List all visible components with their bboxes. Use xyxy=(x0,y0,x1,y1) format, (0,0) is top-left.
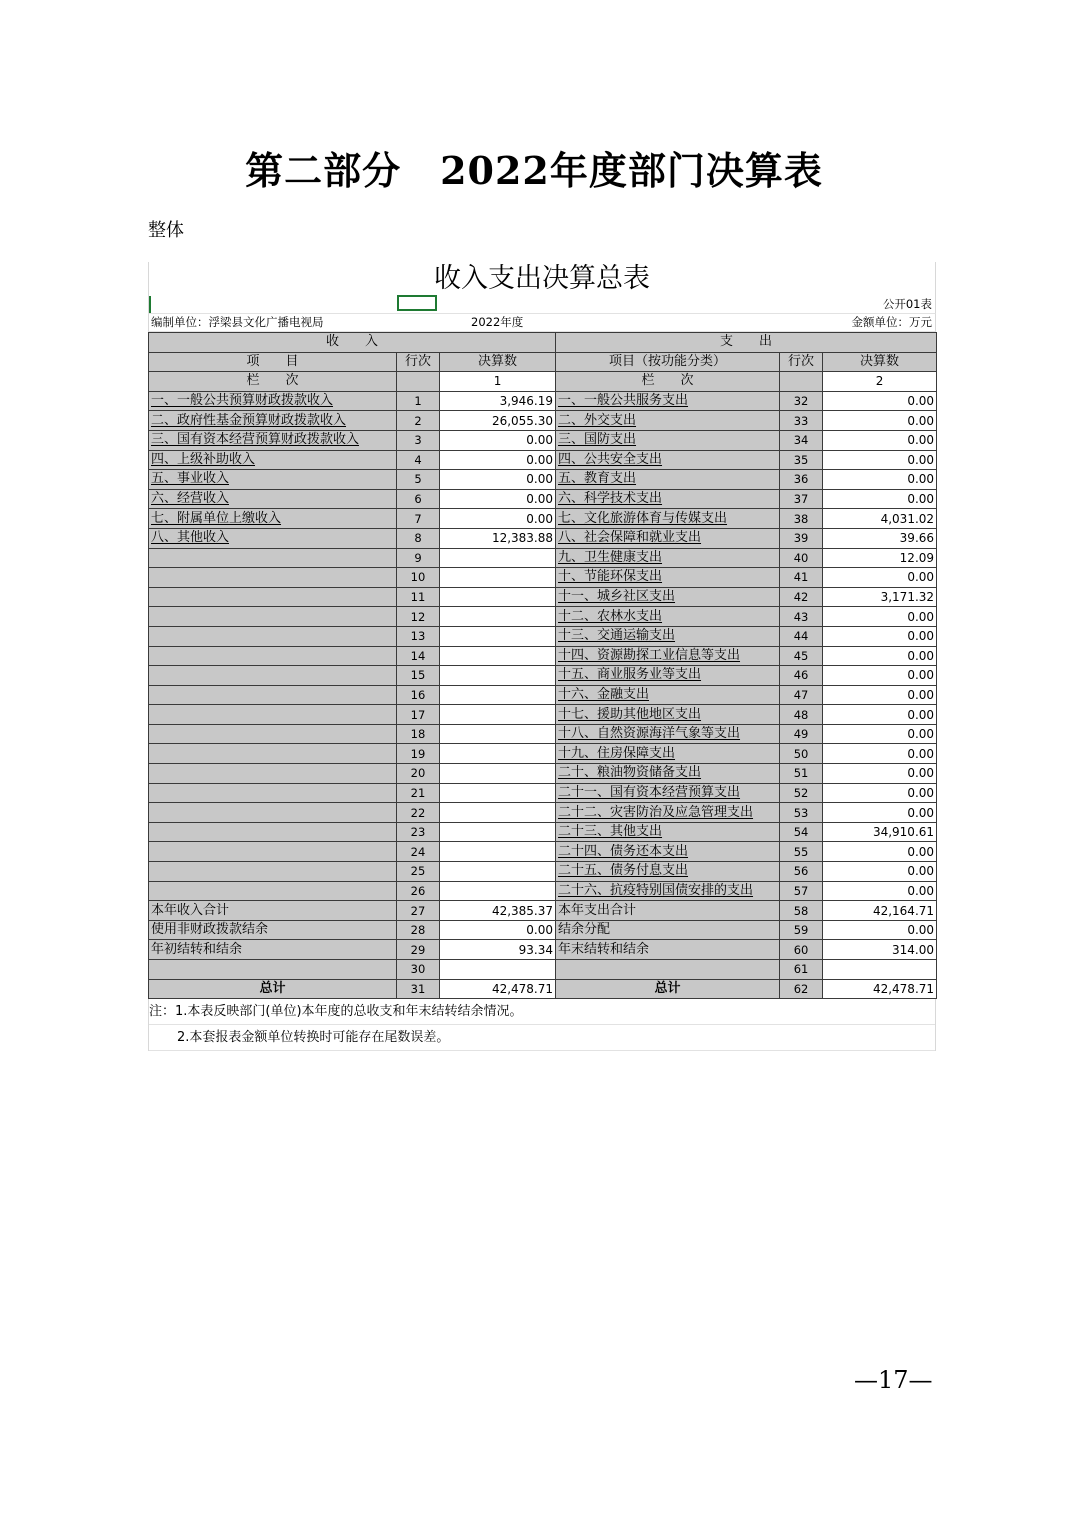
expense-line-no: 40 xyxy=(780,548,823,568)
expense-amount: 0.00 xyxy=(823,666,937,686)
summary-row xyxy=(149,901,937,921)
expense-item: 十九、住房保障支出 xyxy=(556,744,780,764)
income-item: 本年收入合计 xyxy=(149,901,397,921)
income-line-no: 3 xyxy=(397,430,440,450)
table-row xyxy=(149,822,937,842)
expense-line-no: 33 xyxy=(780,411,823,431)
expense-line-no: 60 xyxy=(780,940,823,960)
expense-amount: 0.00 xyxy=(823,724,937,744)
income-line-no: 28 xyxy=(397,920,440,940)
income-line-no: 16 xyxy=(397,685,440,705)
income-line-no: 4 xyxy=(397,450,440,470)
expense-amount: 4,031.02 xyxy=(823,509,937,529)
income-amount: 42,478.71 xyxy=(440,979,556,999)
table-row xyxy=(149,489,937,509)
expense-item: 五、教育支出 xyxy=(556,470,780,490)
section-label: 整体 xyxy=(148,220,184,241)
income-line-no: 18 xyxy=(397,724,440,744)
table-row xyxy=(149,764,937,784)
summary-row xyxy=(149,940,937,960)
table-row xyxy=(149,528,937,548)
expense-line-no: 32 xyxy=(780,391,823,411)
income-amount xyxy=(440,666,556,686)
income-line-no: 10 xyxy=(397,568,440,588)
table-row xyxy=(149,646,937,666)
expense-line-no: 54 xyxy=(780,822,823,842)
expense-amount: 0.00 xyxy=(823,607,937,627)
expense-line-no: 62 xyxy=(780,979,823,999)
table-row xyxy=(149,607,937,627)
report-year: 2022年度 xyxy=(471,315,524,329)
expense-amount: 314.00 xyxy=(823,940,937,960)
table-row xyxy=(149,548,937,568)
income-line-no: 11 xyxy=(397,587,440,607)
income-column-index: 1 xyxy=(440,372,556,392)
income-amount xyxy=(440,724,556,744)
income-item: 八、其他收入 xyxy=(149,528,397,548)
income-column-label: 栏 次 xyxy=(149,372,397,392)
form-number: 公开01表 xyxy=(882,297,932,311)
income-item xyxy=(149,881,397,901)
expense-item: 十一、城乡社区支出 xyxy=(556,587,780,607)
expense-line-no: 46 xyxy=(780,666,823,686)
table-row xyxy=(149,568,937,588)
expense-item xyxy=(556,960,780,980)
income-amount: 42,385.37 xyxy=(440,901,556,921)
expense-item: 九、卫生健康支出 xyxy=(556,548,780,568)
expense-item: 十四、资源勘探工业信息等支出 xyxy=(556,646,780,666)
expense-item: 六、科学技术支出 xyxy=(556,489,780,509)
expense-line-no: 45 xyxy=(780,646,823,666)
income-amount xyxy=(440,587,556,607)
expense-line-no: 42 xyxy=(780,587,823,607)
income-amount: 93.34 xyxy=(440,940,556,960)
income-line-no: 19 xyxy=(397,744,440,764)
expense-column-index: 2 xyxy=(823,372,937,392)
expense-item: 八、社会保障和就业支出 xyxy=(556,528,780,548)
income-item: 三、国有资本经营预算财政拨款收入 xyxy=(149,430,397,450)
income-line-no: 20 xyxy=(397,764,440,784)
expense-line-no: 59 xyxy=(780,920,823,940)
expense-item: 年末结转和结余 xyxy=(556,940,780,960)
selected-cell[interactable] xyxy=(397,295,437,311)
expense-item: 总计 xyxy=(556,979,780,999)
expense-amount: 0.00 xyxy=(823,568,937,588)
income-item xyxy=(149,842,397,862)
income-amount xyxy=(440,626,556,646)
income-line-no: 29 xyxy=(397,940,440,960)
expense-amount: 0.00 xyxy=(823,803,937,823)
expense-item-header: 项目（按功能分类） xyxy=(556,352,780,372)
income-line-no: 13 xyxy=(397,626,440,646)
income-amount xyxy=(440,607,556,627)
expense-amount: 0.00 xyxy=(823,764,937,784)
expense-item: 十八、自然资源海洋气象等支出 xyxy=(556,724,780,744)
expense-item: 十七、援助其他地区支出 xyxy=(556,705,780,725)
table-row xyxy=(149,391,937,411)
expense-amount-header: 决算数 xyxy=(823,352,937,372)
notes xyxy=(148,999,936,1051)
expense-amount: 0.00 xyxy=(823,744,937,764)
income-item xyxy=(149,548,397,568)
expense-amount xyxy=(823,960,937,980)
expense-line-no: 41 xyxy=(780,568,823,588)
expense-item: 结余分配 xyxy=(556,920,780,940)
income-amount xyxy=(440,822,556,842)
income-line-no: 23 xyxy=(397,822,440,842)
expense-amount: 0.00 xyxy=(823,489,937,509)
income-line-no: 2 xyxy=(397,411,440,431)
income-amount xyxy=(440,705,556,725)
expense-line-no: 43 xyxy=(780,607,823,627)
expense-line-no: 57 xyxy=(780,881,823,901)
table-row xyxy=(149,411,937,431)
income-item: 五、事业收入 xyxy=(149,470,397,490)
expense-item: 十二、农林水支出 xyxy=(556,607,780,627)
income-item xyxy=(149,607,397,627)
income-line-header: 行次 xyxy=(397,352,440,372)
income-section-header: 收 入 xyxy=(149,333,556,353)
table-row xyxy=(149,705,937,725)
table-row xyxy=(149,803,937,823)
income-amount-header: 决算数 xyxy=(440,352,556,372)
expense-line-no: 52 xyxy=(780,783,823,803)
meta-row-unit xyxy=(148,314,936,332)
income-amount xyxy=(440,842,556,862)
income-line-no: 1 xyxy=(397,391,440,411)
expense-line-no: 38 xyxy=(780,509,823,529)
table-row xyxy=(149,685,937,705)
expense-line-no: 36 xyxy=(780,470,823,490)
income-item xyxy=(149,744,397,764)
expense-item: 二十三、其他支出 xyxy=(556,822,780,842)
expense-line-no: 53 xyxy=(780,803,823,823)
income-line-no: 21 xyxy=(397,783,440,803)
cell-cursor-marker xyxy=(149,296,151,313)
income-amount xyxy=(440,685,556,705)
header-row-sections xyxy=(149,333,937,353)
income-item: 使用非财政拨款结余 xyxy=(149,920,397,940)
income-line-no: 24 xyxy=(397,842,440,862)
income-amount: 0.00 xyxy=(440,920,556,940)
income-item: 总计 xyxy=(149,979,397,999)
income-item xyxy=(149,803,397,823)
income-amount xyxy=(440,744,556,764)
expense-amount: 0.00 xyxy=(823,646,937,666)
income-amount xyxy=(440,568,556,588)
page-heading: 第二部分 2022年度部门决算表 xyxy=(245,148,823,193)
income-line-no: 31 xyxy=(397,979,440,999)
total-row xyxy=(149,979,937,999)
income-line-no: 17 xyxy=(397,705,440,725)
income-line-no: 27 xyxy=(397,901,440,921)
table-row xyxy=(149,470,937,490)
income-item: 七、附属单位上缴收入 xyxy=(149,509,397,529)
income-amount: 0.00 xyxy=(440,470,556,490)
expense-line-blank xyxy=(780,372,823,392)
income-line-no: 30 xyxy=(397,960,440,980)
income-item-header: 项 目 xyxy=(149,352,397,372)
expense-item: 二十二、灾害防治及应急管理支出 xyxy=(556,803,780,823)
table-row xyxy=(149,509,937,529)
reporting-unit: 编制单位：浮梁县文化广播电视局 xyxy=(151,315,324,329)
table-row xyxy=(149,744,937,764)
expense-line-no: 51 xyxy=(780,764,823,784)
expense-item: 十、节能环保支出 xyxy=(556,568,780,588)
expense-amount: 0.00 xyxy=(823,626,937,646)
expense-amount: 0.00 xyxy=(823,470,937,490)
income-item xyxy=(149,960,397,980)
income-amount xyxy=(440,764,556,784)
income-item xyxy=(149,626,397,646)
table-row xyxy=(149,587,937,607)
expense-amount: 0.00 xyxy=(823,391,937,411)
income-expense-table xyxy=(148,332,937,999)
table-row xyxy=(149,450,937,470)
expense-line-no: 35 xyxy=(780,450,823,470)
expense-amount: 0.00 xyxy=(823,430,937,450)
income-amount: 0.00 xyxy=(440,450,556,470)
income-item: 一、一般公共预算财政拨款收入 xyxy=(149,391,397,411)
income-amount: 0.00 xyxy=(440,509,556,529)
expense-item: 二、外交支出 xyxy=(556,411,780,431)
expense-line-no: 48 xyxy=(780,705,823,725)
expense-amount: 42,164.71 xyxy=(823,901,937,921)
table-row xyxy=(149,783,937,803)
income-line-no: 8 xyxy=(397,528,440,548)
income-item xyxy=(149,646,397,666)
expense-amount: 0.00 xyxy=(823,685,937,705)
income-item: 六、经营收入 xyxy=(149,489,397,509)
income-amount: 0.00 xyxy=(440,489,556,509)
expense-item: 二十四、债务还本支出 xyxy=(556,842,780,862)
table-row xyxy=(149,862,937,882)
currency-unit: 金额单位：万元 xyxy=(851,315,932,329)
page-number: —17— xyxy=(854,1366,933,1394)
income-line-blank xyxy=(397,372,440,392)
expense-item: 本年支出合计 xyxy=(556,901,780,921)
expense-column-label: 栏 次 xyxy=(556,372,780,392)
income-item: 年初结转和结余 xyxy=(149,940,397,960)
income-item xyxy=(149,822,397,842)
income-amount xyxy=(440,881,556,901)
income-item xyxy=(149,705,397,725)
summary-row xyxy=(149,960,937,980)
expense-amount: 12.09 xyxy=(823,548,937,568)
expense-item: 二十一、国有资本经营预算支出 xyxy=(556,783,780,803)
income-line-no: 22 xyxy=(397,803,440,823)
expense-amount: 34,910.61 xyxy=(823,822,937,842)
income-amount xyxy=(440,862,556,882)
income-amount xyxy=(440,803,556,823)
expense-item: 十六、金融支出 xyxy=(556,685,780,705)
expense-item: 二十六、抗疫特别国债安排的支出 xyxy=(556,881,780,901)
income-amount: 26,055.30 xyxy=(440,411,556,431)
note-1: 注：1.本表反映部门(单位)本年度的总收支和年末结转结余情况。 xyxy=(149,999,935,1025)
table-row xyxy=(149,666,937,686)
income-amount xyxy=(440,548,556,568)
expense-line-no: 39 xyxy=(780,528,823,548)
income-amount: 3,946.19 xyxy=(440,391,556,411)
expense-amount: 0.00 xyxy=(823,881,937,901)
expense-amount: 0.00 xyxy=(823,842,937,862)
income-item xyxy=(149,685,397,705)
meta-row-form xyxy=(148,296,936,314)
expense-amount: 3,171.32 xyxy=(823,587,937,607)
expense-line-no: 47 xyxy=(780,685,823,705)
income-amount xyxy=(440,783,556,803)
income-item xyxy=(149,724,397,744)
income-item xyxy=(149,666,397,686)
expense-line-no: 61 xyxy=(780,960,823,980)
income-amount xyxy=(440,646,556,666)
income-item xyxy=(149,783,397,803)
income-item xyxy=(149,568,397,588)
expense-amount: 0.00 xyxy=(823,783,937,803)
income-item: 四、上级补助收入 xyxy=(149,450,397,470)
income-line-no: 26 xyxy=(397,881,440,901)
spreadsheet xyxy=(148,262,936,1051)
expense-amount: 0.00 xyxy=(823,450,937,470)
income-line-no: 15 xyxy=(397,666,440,686)
table-row xyxy=(149,724,937,744)
expense-item: 十三、交通运输支出 xyxy=(556,626,780,646)
income-line-no: 9 xyxy=(397,548,440,568)
expense-amount: 0.00 xyxy=(823,920,937,940)
expense-line-no: 37 xyxy=(780,489,823,509)
expense-item: 二十、粮油物资储备支出 xyxy=(556,764,780,784)
expense-amount: 0.00 xyxy=(823,862,937,882)
expense-line-no: 34 xyxy=(780,430,823,450)
income-line-no: 12 xyxy=(397,607,440,627)
expense-item: 十五、商业服务业等支出 xyxy=(556,666,780,686)
income-amount xyxy=(440,960,556,980)
income-line-no: 14 xyxy=(397,646,440,666)
sheet-title: 收入支出决算总表 xyxy=(148,262,936,296)
income-amount: 0.00 xyxy=(440,430,556,450)
table-row xyxy=(149,842,937,862)
income-item xyxy=(149,764,397,784)
income-line-no: 7 xyxy=(397,509,440,529)
expense-line-no: 55 xyxy=(780,842,823,862)
expense-amount: 39.66 xyxy=(823,528,937,548)
expense-section-header: 支 出 xyxy=(556,333,937,353)
income-item xyxy=(149,862,397,882)
expense-amount: 0.00 xyxy=(823,705,937,725)
note-2: 2.本套报表金额单位转换时可能存在尾数误差。 xyxy=(149,1025,935,1051)
income-item xyxy=(149,587,397,607)
income-line-no: 6 xyxy=(397,489,440,509)
table-row xyxy=(149,626,937,646)
expense-item: 七、文化旅游体育与传媒支出 xyxy=(556,509,780,529)
income-line-no: 5 xyxy=(397,470,440,490)
expense-item: 三、国防支出 xyxy=(556,430,780,450)
expense-item: 四、公共安全支出 xyxy=(556,450,780,470)
expense-amount: 0.00 xyxy=(823,411,937,431)
expense-line-no: 50 xyxy=(780,744,823,764)
expense-item: 一、一般公共服务支出 xyxy=(556,391,780,411)
expense-line-no: 44 xyxy=(780,626,823,646)
income-line-no: 25 xyxy=(397,862,440,882)
expense-amount: 42,478.71 xyxy=(823,979,937,999)
expense-line-no: 49 xyxy=(780,724,823,744)
table-row xyxy=(149,881,937,901)
expense-item: 二十五、债务付息支出 xyxy=(556,862,780,882)
summary-row xyxy=(149,920,937,940)
expense-line-no: 56 xyxy=(780,862,823,882)
income-item: 二、政府性基金预算财政拨款收入 xyxy=(149,411,397,431)
expense-line-no: 58 xyxy=(780,901,823,921)
expense-line-header: 行次 xyxy=(780,352,823,372)
header-row-columns xyxy=(149,352,937,372)
table-row xyxy=(149,430,937,450)
header-row-column-index xyxy=(149,372,937,392)
income-amount: 12,383.88 xyxy=(440,528,556,548)
